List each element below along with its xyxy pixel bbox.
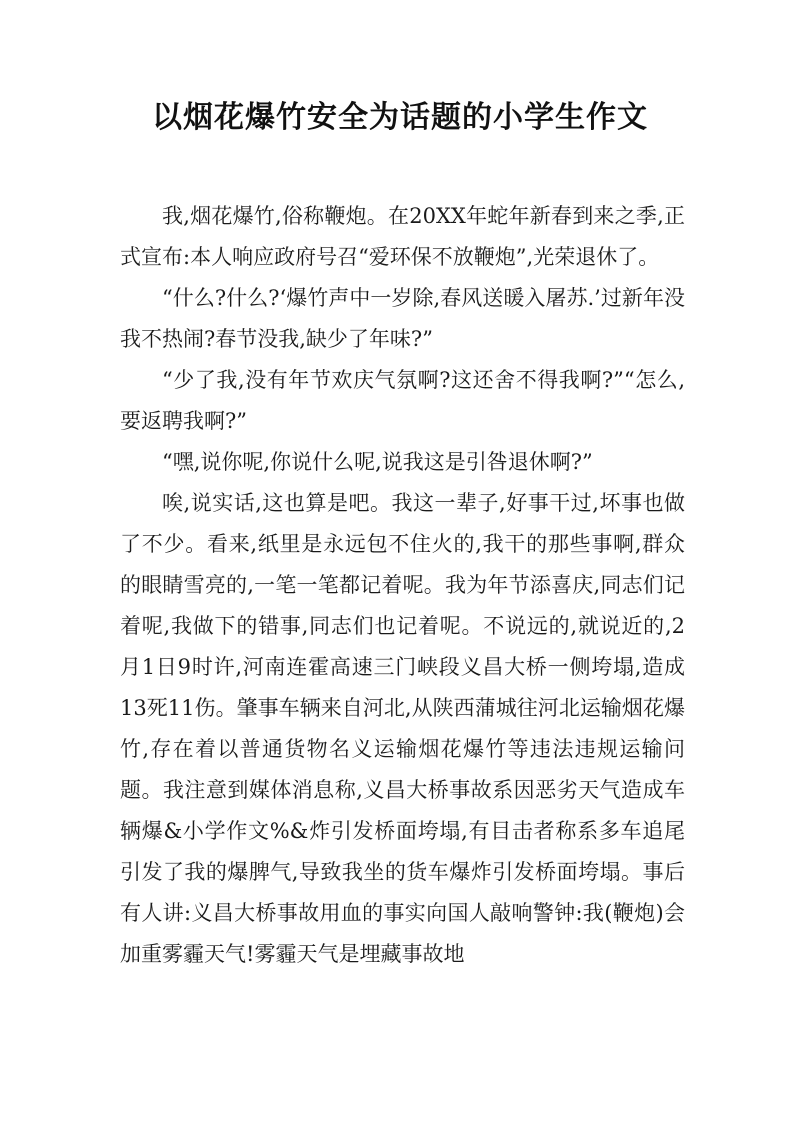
paragraph: 我,烟花爆竹,俗称鞭炮。在20XX年蛇年新春到来之季,正式宣布:本人响应政府号召“爱环保不放鞭炮”,光荣退休了。 [120,204,685,269]
paragraph: “什么?什么?‘爆竹声中一岁除,春风送暖入屠苏.’过新年没我不热闹?春节没我,缺少了年味?” [120,286,685,351]
document-title: 以烟花爆竹安全为话题的小学生作文 [152,100,648,135]
paragraph: 唉,说实话,这也算是吧。我这一辈子,好事干过,坏事也做了不少。看来,纸里是永远包不住火的,我干的那些事啊,群众的眼睛雪亮的,一笔一笔都记着呢。我为年节添喜庆,同志们记着呢,我做下的错事,同志们也记着呢。不说远的,就说近的,2月1日9时许,河南连霍高速三门峡段义昌大桥一侧垮塌,造成13死11伤。肇事车辆来自河北,从陕西蒲城往河北运输烟花爆竹,存在着以普通货物名义运输烟花爆竹等违法违规运输问题。我注意到媒体消息称,义昌大桥事故系因恶劣天气造成车辆爆&小学作文%&炸引发桥面垮塌,有目击者称系多车追尾引发了我的爆脾气,导致我坐的货车爆炸引发桥面垮塌。事后有人讲:义昌大桥事故用血的事实向国人敲响警钟:我(鞭炮)会加重雾霾天气!雾霾天气是埋藏事故地 [120,491,685,966]
paragraph: “嘿,说你呢,你说什么呢,说我这是引咎退休啊?” [162,450,593,474]
document-body [120,196,685,975]
paragraph: “少了我,没有年节欢庆气氛啊?这还舍不得我啊?”“怎么,要返聘我啊?” [120,368,685,433]
